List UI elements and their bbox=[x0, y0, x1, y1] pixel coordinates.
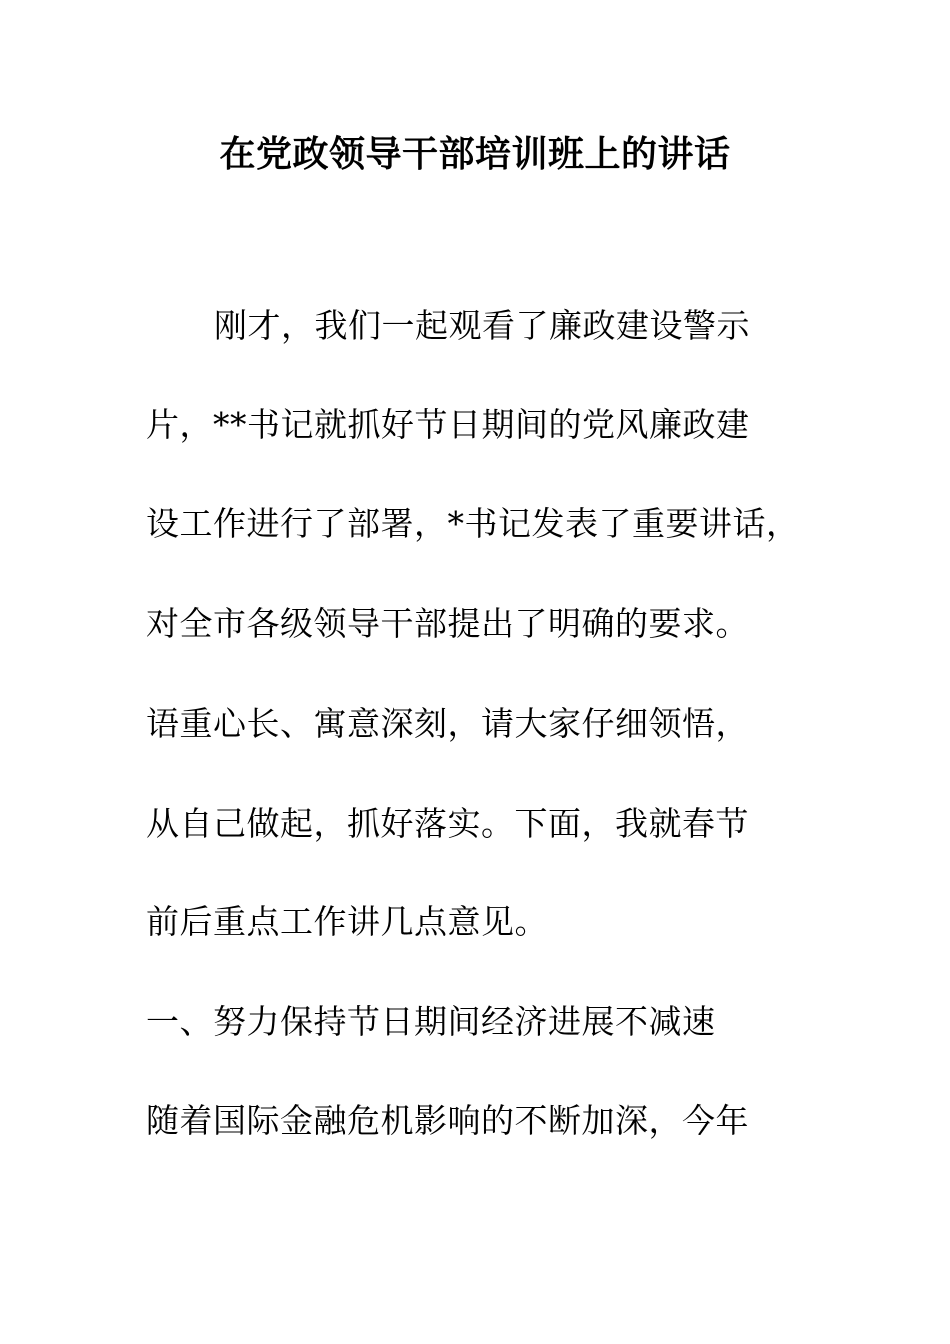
paragraph-line: 刚才，我们一起观看了廉政建设警示 bbox=[214, 306, 750, 345]
paragraph-line: 前后重点工作讲几点意见。 bbox=[146, 902, 548, 941]
paragraph-line: 语重心长、寓意深刻，请大家仔细领悟， bbox=[146, 704, 749, 743]
paragraph-line: 从自己做起，抓好落实。下面，我就春节 bbox=[146, 804, 749, 843]
paragraph-line: 随着国际金融危机影响的不断加深，今年 bbox=[146, 1101, 749, 1140]
paragraph-line: 设工作进行了部署，*书记发表了重要讲话， bbox=[146, 504, 800, 543]
paragraph-line: 对全市各级领导干部提出了明确的要求。 bbox=[146, 604, 749, 643]
document-title: 在党政领导干部培训班上的讲话 bbox=[219, 133, 731, 175]
paragraph-line: 片，**书记就抓好节日期间的党风廉政建 bbox=[146, 405, 750, 444]
section-heading: 一、努力保持节日期间经济进展不减速 bbox=[146, 1002, 716, 1041]
